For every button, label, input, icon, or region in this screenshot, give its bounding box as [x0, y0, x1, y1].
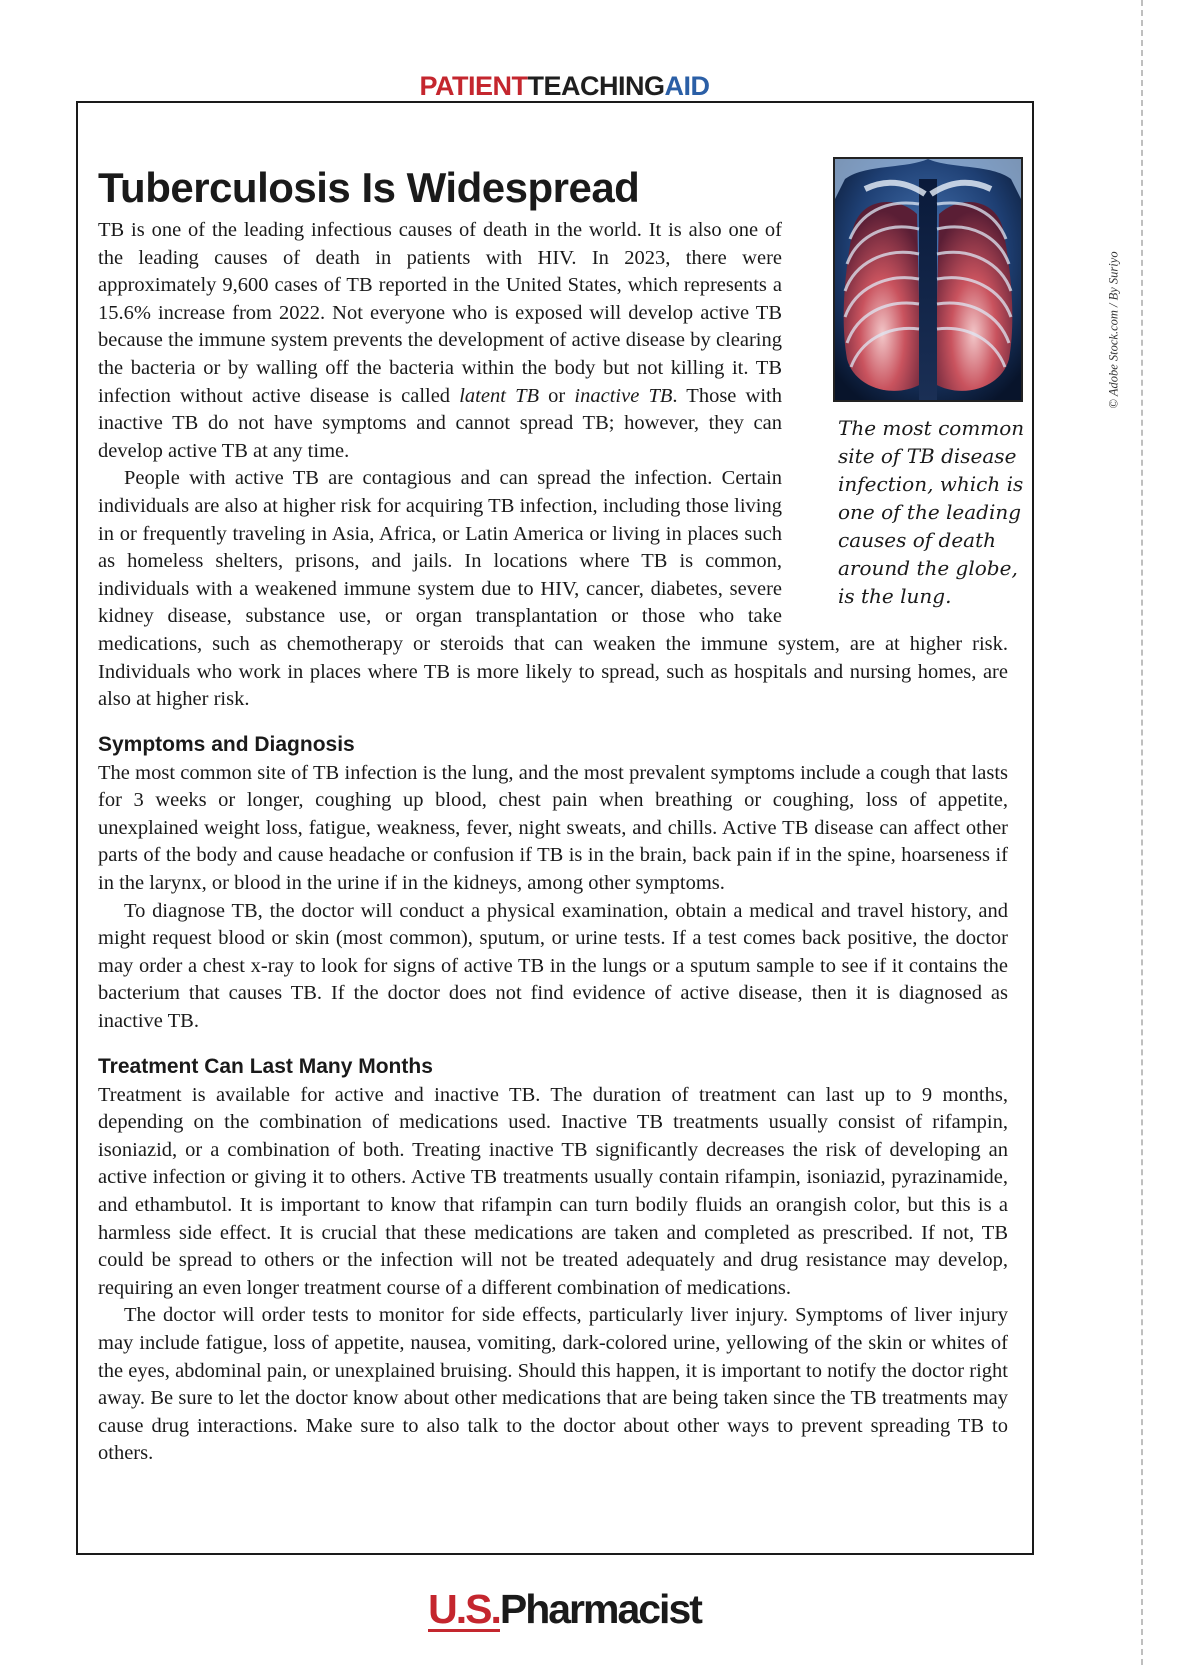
latent-tb-term: latent TB: [459, 384, 539, 407]
intro-paragraph-2: People with active TB are contagious and can spread the infection. Certain individuals are also at higher risk for acquiring TB infection, including those living in or frequently traveling in Asia, Africa, or Latin America or living in places such as homeless shelters, prisons, and jails. In locations where TB is common, individuals with a weakened immune system due to HIV, cancer, diabetes, severe kidney disease, substance use, or organ transplantation or those who take medications, such as chemotherapy or steroids that can weaken the immune system, are at higher risk. Individuals who work in places where TB is more likely to spread, such as hospitals and nursing homes, are also at higher risk.: [98, 467, 1008, 711]
intro-text-b: . Those with inactive TB do not have symptoms and cannot spread TB; however, they can develop active TB at any time.: [98, 384, 782, 462]
treatment-heading: Treatment Can Last Many Months: [98, 1054, 433, 1078]
photo-credit: [1104, 230, 1124, 430]
article-body: [98, 163, 1008, 1468]
logo-pharmacist: Pharmacist: [499, 1586, 701, 1632]
header-patient: PATIENT: [419, 71, 528, 101]
inactive-tb-term: inactive TB: [574, 384, 673, 407]
treatment-paragraph-1: Treatment is available for active and inactive TB. The duration of treatment can last up to 9 months, depending on the combination of medications used. Inactive TB treatments usually consist of rifampin, isoniazid, or a combination of both. Treating inactive TB significantly decreases the risk of developing an active infection or giving it to others. Active TB treatments usually contain rifampin, isoniazid, pyrazinamide, and ethambutol. It is important to know that rifampin can turn bodily fluids an orangish color, but this is a harmless side effect. It is crucial that these medications are taken and completed as prescribed. If not, TB could be spread to others or the infection will not be treated adequately and drug resistance may develop, requiring an even longer treatment course of a different combination of medications.: [98, 1083, 1008, 1299]
intro-text-or: or: [539, 384, 575, 407]
treatment-paragraph-2: The doctor will order tests to monitor for side effects, particularly liver injury. Symptoms of liver injury may include fatigue, loss of appetite, nausea, vomiting, dark-colored urine, yellowing of the skin or whites of the eyes, abdominal pain, or unexplained bruising. Should this happen, it is important to notify the doctor right away. Be sure to let the doctor know about other medications that are being taken since the TB treatments may cause drug interactions. Make sure to also talk to the doctor about other ways to prevent spreading TB to others.: [98, 1304, 1008, 1465]
figure-space: [796, 163, 1008, 618]
symptoms-heading: Symptoms and Diagnosis: [98, 732, 355, 756]
header-teaching: TEACHING: [527, 71, 665, 101]
photo-credit-text: © Adobe Stock.com / By Suriyo: [1106, 251, 1121, 409]
cut-line: [1141, 0, 1143, 1665]
header-aid: AID: [664, 71, 710, 101]
logo-us: U.S.: [428, 1586, 500, 1632]
symptoms-paragraph-1: The most common site of TB infection is the lung, and the most prevalent symptoms include a cough that lasts for 3 weeks or longer, coughing up blood, chest pain when breathing or coughing, loss of appetite, unexplained weight loss, fatigue, weakness, fever, night sweats, and chills. Active TB disease can affect other parts of the body and cause headache or confusion if TB is in the brain, back pain if in the spine, hoarseness if in the larynx, or blood in the urine if in the kidneys, among other symptoms.: [98, 761, 1008, 895]
section-header: [0, 70, 1129, 102]
figure-caption: The most common site of TB disease infection, which is one of the leading causes of death around the globe, is the lung.: [838, 416, 1025, 608]
article-title: Tuberculosis Is Widespread: [98, 164, 640, 211]
symptoms-paragraph-2: To diagnose TB, the doctor will conduct a physical examination, obtain a medical and travel history, and might request blood or skin (most common), sputum, or urine tests. If a test comes back positive, the doctor may order a chest x-ray to look for signs of active TB in the lungs or a sputum sample to see if it contains the bacterium that causes TB. If the doctor does not find evidence of active disease, then it is diagnosed as inactive TB.: [98, 899, 1008, 1033]
us-pharmacist-logo: [0, 1585, 1129, 1633]
intro-text-a: TB is one of the leading infectious causes of death in the world. It is also one of the leading causes of death in patients with HIV. In 2023, there were approximately 9,600 cases of TB reported in the United States, which represents a 15.6% increase from 2022. Not everyone who is exposed will develop active TB because the immune system prevents the development of active disease by clearing the bacteria or by walling off the bacteria within the body but not killing it. TB infection without active disease is called: [98, 219, 782, 407]
